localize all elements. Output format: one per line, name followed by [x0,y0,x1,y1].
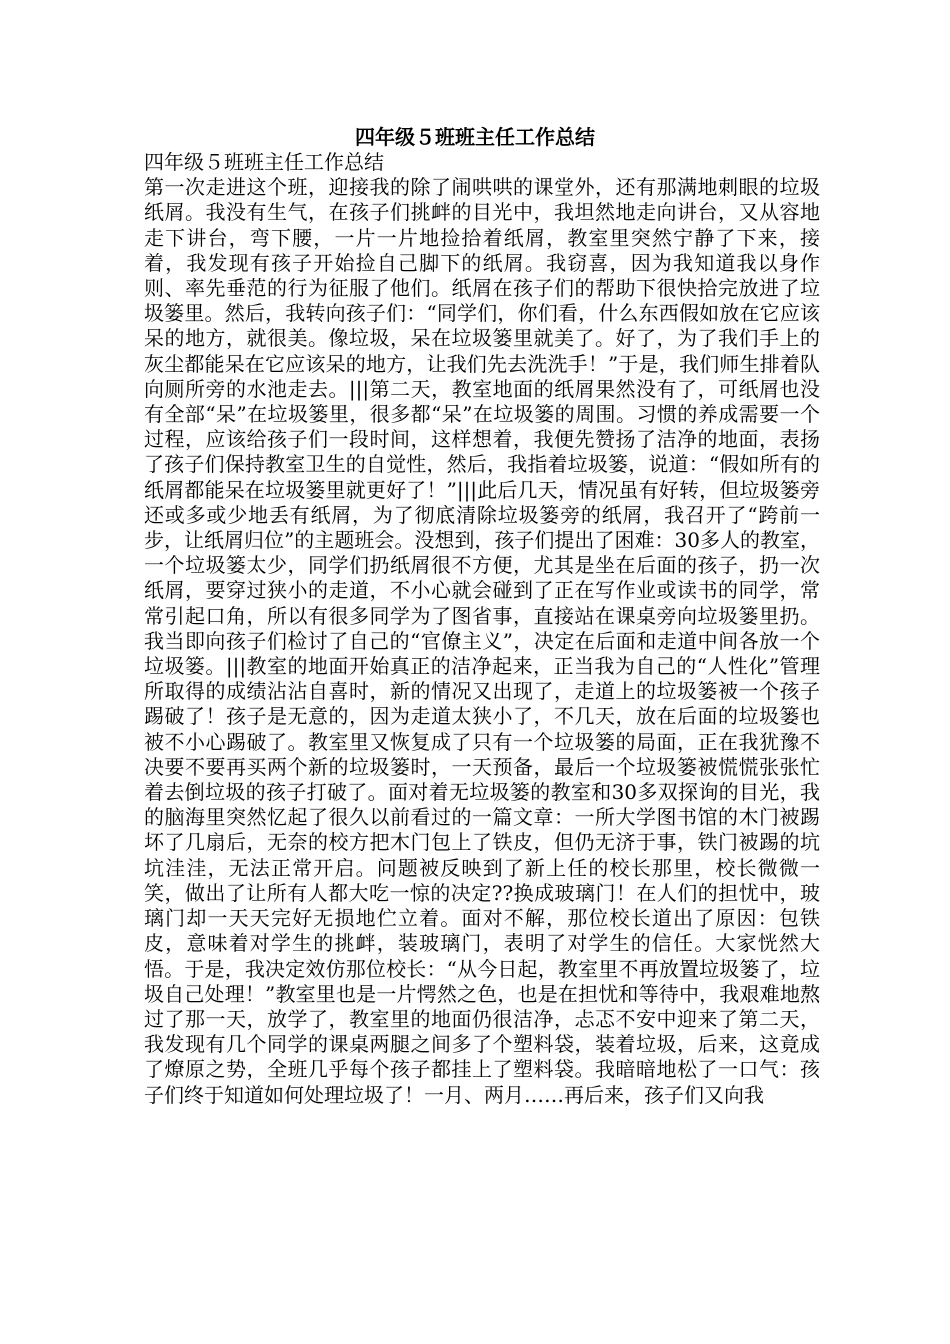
document-body [144,150,820,1108]
body-paragraph: 第一次走进这个班，迎接我的除了闹哄哄的课堂外，还有那满地刺眼的垃圾纸屑。我没有生气，在孩子们挑衅的目光中，我坦然地走向讲台，又从容地走下讲台，弯下腰，一片一片地捡拾着纸屑，教室里突然宁静了下来，接着，我发现有孩子开始捡自己脚下的纸屑。我窃喜，因为我知道我以身作则、率先垂范的行为征服了他们。纸屑在孩子们的帮助下很快拾完放进了垃圾篓里。然后，我转向孩子们：“同学们，你们看，什么东西假如放在它应该呆的地方，就很美。像垃圾，呆在垃圾篓里就美了。好了，为了我们手上的灰尘都能呆在它应该呆的地方，让我们先去洗洗手！”于是，我们师生排着队向厕所旁的水池走去。|||第二天，教室地面的纸屑果然没有了，可纸屑也没有全部“呆”在垃圾篓里，很多都“呆”在垃圾篓的周围。习惯的养成需要一个过程，应该给孩子们一段时间，这样想着，我便先赞扬了洁净的地面，表扬了孩子们保持教室卫生的自觉性，然后，我指着垃圾篓，说道：“假如所有的纸屑都能呆在垃圾篓里就更好了！”|||此后几天，情况虽有好转，但垃圾篓旁还或多或少地丢有纸屑，为了彻底清除垃圾篓旁的纸屑，我召开了“跨前一步，让纸屑归位”的主题班会。没想到，孩子们提出了困难：30多人的教室，一个垃圾篓太少，同学们扔纸屑很不方便，尤其是坐在后面的孩子，扔一次纸屑，要穿过狭小的走道，不小心就会碰到了正在写作业或读书的同学，常常引起口角，所以有很多同学为了图省事，直接站在课桌旁向垃圾篓里扔。我当即向孩子们检讨了自己的“官僚主义”，决定在后面和走道中间各放一个垃圾篓。|||教室的地面开始真正的洁净起来，正当我为自己的“人性化”管理所取得的成绩沾沾自喜时，新的情况又出现了，走道上的垃圾篓被一个孩子踢破了！孩子是无意的，因为走道太狭小了，不几天，放在后面的垃圾篓也被不小心踢破了。教室里又恢复成了只有一个垃圾篓的局面，正在我犹豫不决要不要再买两个新的垃圾篓时，一天预备，最后一个垃圾篓被慌慌张张忙着去倒垃圾的孩子打破了。面对着无垃圾篓的教室和30多双探询的目光，我的脑海里突然忆起了很久以前看过的一篇文章：一所大学图书馆的木门被踢坏了几扇后，无奈的校方把木门包上了铁皮，但仍无济于事，铁门被踢的坑坑洼洼，无法正常开启。问题被反映到了新上任的校长那里，校长微微一笑，做出了让所有人都大吃一惊的决定??换成玻璃门！在人们的担忧中，玻璃门却一天天完好无损地伫立着。面对不解，那位校长道出了原因：包铁皮，意味着对学生的挑衅，装玻璃门，表明了对学生的信任。大家恍然大悟。于是，我决定效仿那位校长：“从今日起，教室里不再放置垃圾篓了，垃圾自己处理！”教室里也是一片愕然之色，也是在担忧和等待中，我艰难地熬过了那一天，放学了，教室里的地面仍很洁净，忐忑不安中迎来了第二天，我发现有几个同学的课桌两腿之间多了个塑料袋，装着垃圾，后来，这竟成了燎原之势，全班几乎每个孩子都挂上了塑料袋。我暗暗地松了一口气：孩子们终于知道如何处理垃圾了！一月、两月……再后来，孩子们又向我 [144,175,820,1107]
document-subtitle: 四年级５班班主任工作总结 [144,150,384,174]
document-title: 四年级５班班主任工作总结 [355,125,595,149]
